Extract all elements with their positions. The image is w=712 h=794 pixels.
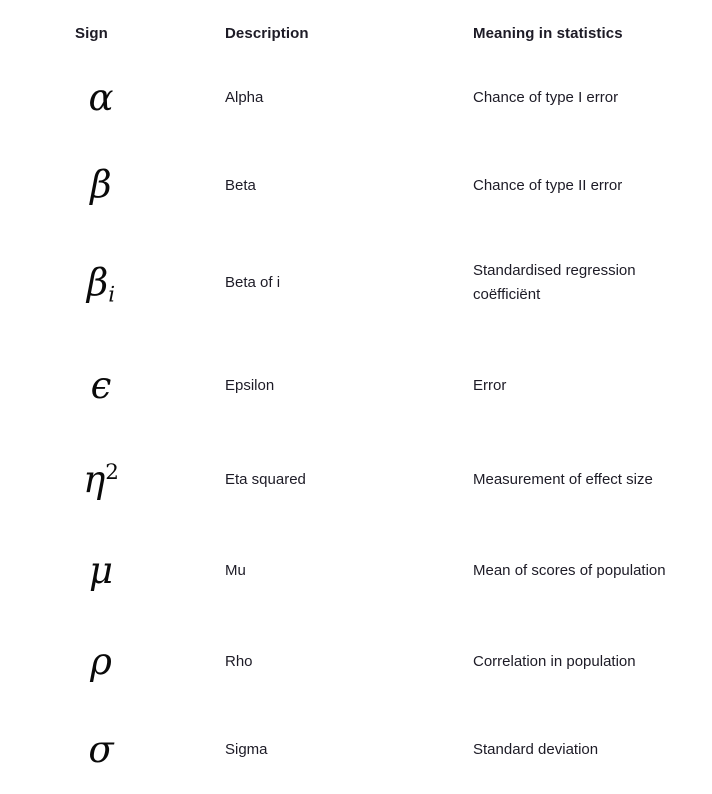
table-row: [75, 436, 697, 524]
symbol-superscript: 2: [105, 459, 119, 485]
symbol-base: β: [86, 260, 109, 304]
meaning-cell: Chance of type II error: [473, 176, 623, 194]
description-cell: Beta: [225, 176, 256, 194]
greek-symbol: [75, 457, 127, 501]
table-row: [75, 230, 697, 336]
meaning-cell: Chance of type I error: [473, 89, 619, 106]
description-cell: Sigma: [225, 741, 268, 758]
table-row: [75, 706, 697, 794]
sign-cell: [75, 639, 225, 683]
meaning-cell: Mean of scores of population: [473, 562, 666, 579]
meaning-cell: Error: [473, 377, 507, 394]
sign-cell: [75, 548, 225, 592]
greek-symbol: [75, 548, 127, 592]
table-row: [75, 524, 697, 618]
greek-symbol: [75, 727, 127, 771]
description-cell: Rho: [225, 653, 253, 670]
meaning-cell: Measurement of effect size: [473, 471, 653, 488]
description-cell: Mu: [225, 562, 246, 579]
sign-cell: [75, 457, 225, 501]
meaning-cell: Correlation in population: [473, 653, 636, 670]
symbol-base: β: [90, 163, 112, 206]
table-header-row: [75, 0, 697, 55]
sign-cell: [75, 75, 225, 119]
greek-symbol: [75, 639, 127, 683]
meaning-cell: Standardised regression coëfficiënt: [473, 262, 636, 303]
column-header-sign: Sign: [75, 25, 108, 42]
symbol-base: μ: [88, 548, 114, 592]
sign-cell: [75, 727, 225, 771]
sign-cell: [75, 363, 225, 407]
description-cell: Epsilon: [225, 377, 275, 394]
description-cell: Eta squared: [225, 471, 306, 488]
symbol-base: ϵ: [90, 363, 112, 407]
symbol-base: ρ: [90, 639, 112, 683]
greek-symbol: [75, 163, 127, 206]
sign-cell: [75, 260, 225, 307]
column-header-description: Description: [225, 25, 309, 42]
symbol-base: σ: [88, 727, 114, 771]
table-row: [75, 141, 697, 230]
symbol-subscript: i: [108, 281, 116, 307]
greek-symbol: [75, 75, 127, 119]
symbol-base: α: [88, 75, 114, 119]
table-row: [75, 55, 697, 141]
sign-cell: [75, 163, 225, 206]
greek-symbol: [75, 363, 127, 407]
description-cell: Beta of i: [225, 274, 281, 291]
column-header-meaning: Meaning in statistics: [473, 25, 623, 42]
table-row: [75, 618, 697, 706]
symbol-base: η: [83, 457, 106, 501]
meaning-cell: Standard deviation: [473, 741, 599, 758]
greek-symbol: [75, 260, 127, 307]
description-cell: Alpha: [225, 89, 264, 106]
table-row: [75, 336, 697, 436]
